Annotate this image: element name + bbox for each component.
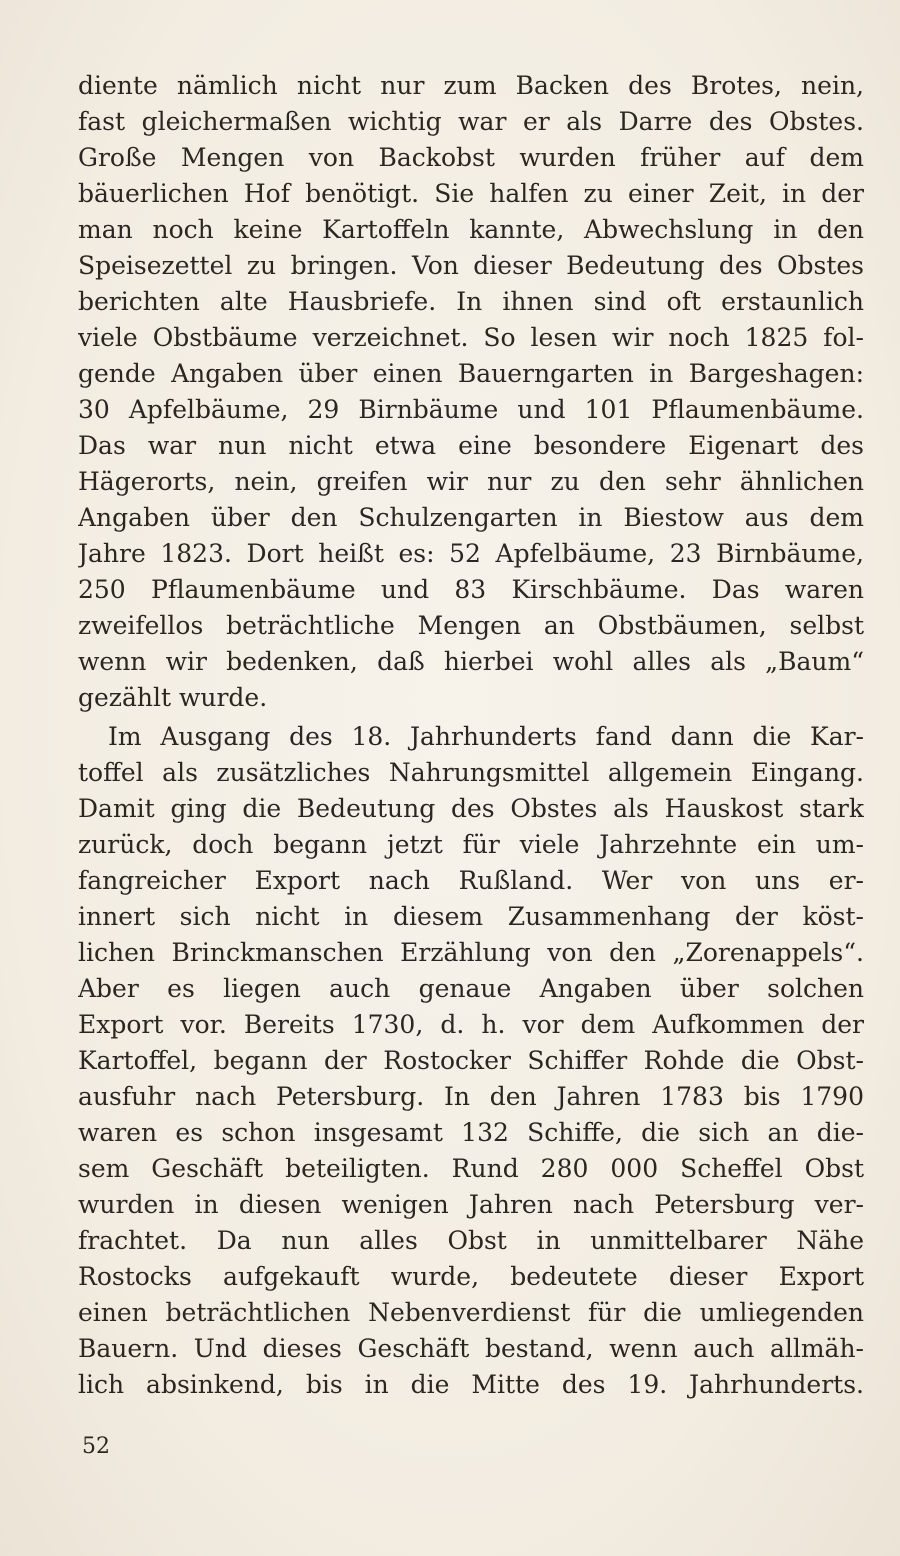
text-line: ausfuhr nach Petersburg. In den Jahren 1783 bis 1790	[78, 1082, 864, 1111]
text-line: Hägerorts, nein, greifen wir nur zu den sehr ähnlichen	[78, 467, 864, 496]
text-line: fast gleichermaßen wichtig war er als Darre des Obstes.	[78, 107, 864, 136]
text-line: einen beträchtlichen Nebenverdienst für die umliegenden	[78, 1298, 864, 1327]
text-line: sem Geschäft beteiligten. Rund 280 000 Scheffel Obst	[78, 1154, 864, 1183]
text-line: fangreicher Export nach Rußland. Wer von uns er-	[78, 866, 864, 895]
text-line: zurück, doch begann jetzt für viele Jahrzehnte ein um-	[78, 830, 864, 859]
text-line: Angaben über den Schulzengarten in Biestow aus dem	[78, 503, 864, 532]
text-line: viele Obstbäume verzeichnet. So lesen wir noch 1825 fol-	[78, 323, 864, 352]
text-line: Bauern. Und dieses Geschäft bestand, wenn auch allmäh-	[78, 1334, 864, 1363]
text-line: frachtet. Da nun alles Obst in unmittelbarer Nähe	[78, 1226, 864, 1255]
text-line: Jahre 1823. Dort heißt es: 52 Apfelbäume, 23 Birnbäume,	[78, 539, 864, 568]
text-line: 250 Pflaumenbäume und 83 Kirschbäume. Das waren	[78, 575, 864, 604]
paragraph-first-line: Im Ausgang des 18. Jahrhunderts fand dann die Kar-	[108, 722, 864, 751]
text-line: diente nämlich nicht nur zum Backen des Brotes, nein,	[78, 71, 864, 100]
text-line: Export vor. Bereits 1730, d. h. vor dem Aufkommen der	[78, 1010, 864, 1039]
text-line: Das war nun nicht etwa eine besondere Eigenart des	[78, 431, 864, 460]
text-line: Kartoffel, begann der Rostocker Schiffer Rohde die Obst-	[78, 1046, 864, 1075]
text-line: 30 Apfelbäume, 29 Birnbäume und 101 Pflaumenbäume.	[78, 395, 864, 424]
text-line: Aber es liegen auch genaue Angaben über solchen	[78, 974, 864, 1003]
text-line: innert sich nicht in diesem Zusammenhang der köst-	[78, 902, 864, 931]
text-line: gende Angaben über einen Bauerngarten in Bargeshagen:	[78, 359, 864, 388]
text-line: man noch keine Kartoffeln kannte, Abwechslung in den	[78, 215, 864, 244]
text-line: wurden in diesen wenigen Jahren nach Petersburg ver-	[78, 1190, 864, 1219]
text-line: berichten alte Hausbriefe. In ihnen sind oft erstaunlich	[78, 287, 864, 316]
page-number: 52	[82, 1434, 110, 1459]
text-line: bäuerlichen Hof benötigt. Sie halfen zu einer Zeit, in der	[78, 179, 864, 208]
text-line: lich absinkend, bis in die Mitte des 19. Jahrhunderts.	[78, 1370, 864, 1399]
text-line: Damit ging die Bedeutung des Obstes als Hauskost stark	[78, 794, 864, 823]
text-line: gezählt wurde.	[78, 683, 268, 712]
text-line: Große Mengen von Backobst wurden früher auf dem	[78, 143, 864, 172]
body-text	[78, 68, 864, 1403]
text-line: Speisezettel zu bringen. Von dieser Bedeutung des Obstes	[78, 251, 864, 280]
text-line: waren es schon insgesamt 132 Schiffe, die sich an die-	[78, 1118, 864, 1147]
text-line: lichen Brinckmanschen Erzählung von den „Zorenappels“.	[78, 938, 864, 967]
text-line: wenn wir bedenken, daß hierbei wohl alles als „Baum“	[78, 647, 864, 676]
text-line: toffel als zusätzliches Nahrungsmittel allgemein Eingang.	[78, 758, 864, 787]
text-line: Rostocks aufgekauft wurde, bedeutete dieser Export	[78, 1262, 864, 1291]
text-line: zweifellos beträchtliche Mengen an Obstbäumen, selbst	[78, 611, 864, 640]
